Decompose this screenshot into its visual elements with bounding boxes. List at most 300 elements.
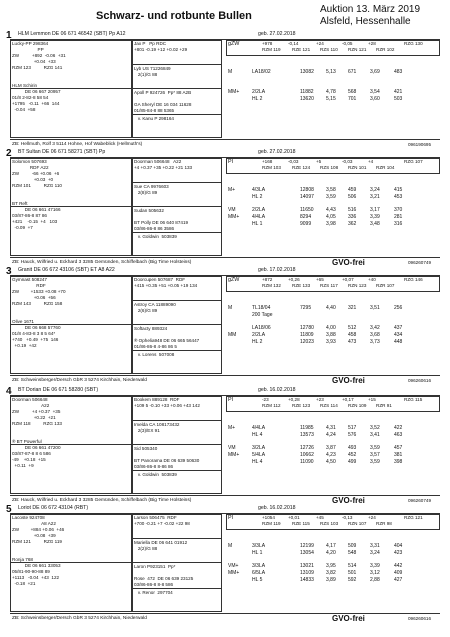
divider [132,206,222,207]
pedigree-line: +1795 -0.11 +66 144 [12,101,60,106]
breeding-value: +45 [316,515,324,520]
pedigree-line: +0.19 +42 [12,343,37,348]
performance-cell: 2/2LA [252,207,266,213]
pedigree-line: +1113 -0.04 +43 122 [12,575,60,580]
pedigree-line: +4 +0.37 +35 +0.22 +21 133 [134,165,193,170]
performance-cell: 398 [394,459,403,465]
breeding-value: +1054 [262,515,275,520]
pedigree-line: v. Goldwin 503839 [134,472,177,477]
performance-cell: 514 [348,563,357,569]
performance-cell: HL 4 [252,459,263,465]
performance-cell: 2/2LA [252,89,266,95]
performance-cell: VM [228,445,236,451]
performance-cell: 516 [348,207,357,213]
performance-cell: 517 [348,425,357,431]
gvo-free-label: GVO-frei [332,496,365,505]
bull-name: BT Sultan DE 06 671 58271 (SBT) Pp [18,149,106,155]
relative-value: RZM 132 [262,283,281,288]
performance-cell: M [228,543,233,549]
divider [132,538,222,539]
pedigree-line: Rose 472 DE 06 639 23125 [134,576,194,581]
pedigree-right-box [132,40,222,138]
breeding-value: RZG 115 [404,397,423,402]
relative-value: RZE 115 [292,521,310,526]
pedigree-line: RZM 101 RZG 110 [12,183,62,188]
performance-cell: 453 [394,194,403,200]
performance-cell: 2/2LA [252,332,266,338]
relative-value: RZE 133 [292,283,311,288]
catalog-code: 096260749 [408,260,431,265]
performance-cell: 11809 [300,332,314,338]
performance-cell: 11090 [300,459,314,465]
performance-cell: 5,13 [326,69,336,75]
pedigree-line: RZM 118 RZG 133 [12,421,62,426]
performance-cell: 8294 [300,214,312,220]
performance-cell: 457 [394,445,403,451]
performance-cell: 4,24 [326,432,336,438]
performance-cell: 381 [394,452,403,458]
relative-value: RZM 119 [262,47,281,52]
pedigree-line: 01/8 2-82-8 58 54 [12,95,49,100]
performance-cell: 3,59 [370,445,380,451]
pedigree-right-box [132,514,222,612]
breeding-value: +23 [316,397,324,402]
performance-cell: VM+ [228,563,239,569]
relative-value: RZR 98 [376,521,392,526]
performance-cell: 442 [394,563,403,569]
performance-cell: 14097 [300,194,314,200]
pedigree-line: Doorman 506648 [12,397,48,402]
breeding-value: +5 [316,159,322,164]
pedigree-line: RDF A22 [12,165,49,170]
performance-cell: 13620 [300,96,314,102]
index-label: gZW [228,277,240,283]
performance-cell: 13054 [300,550,314,556]
gvo-free-label: GVO-frei [332,258,365,267]
pedigree-right-box [132,396,222,494]
performance-cell: 4,00 [326,325,336,331]
performance-cell: 3,59 [370,459,380,465]
breeding-value: -0,14 [288,41,299,46]
bull-name: BT Dorian DE 06 671 58280 (SBT) [18,387,99,393]
divider [10,139,440,140]
birth-date: geb. 16.02.2018 [258,505,296,511]
entry-number: 5 [6,504,12,515]
performance-cell: 12726 [300,445,314,451]
pedigree-line: v. Renor 297704 [134,590,173,595]
performance-cell: 3,12 [370,570,380,576]
pedigree-line: 03/87-86-8 87 86 [12,213,47,218]
breeding-value: RZG 130 [404,41,423,46]
breeding-value: +4 [368,159,374,164]
pedigree-line: 2(6)/G 89 [134,308,158,313]
bull-entry [0,266,450,390]
performance-cell: 434 [394,332,403,338]
performance-cell: 576 [348,432,357,438]
divider [132,114,222,115]
pedigree-line: DE 06 661 47200 [12,445,61,450]
pedigree-line: Astroy CA 11889090 [134,302,176,307]
performance-cell: 3,42 [370,325,380,331]
bull-name: HLM Lemmon DE 06 671 46542 (SBT) Pp A12 [18,31,126,37]
performance-cell: 4,23 [326,452,336,458]
performance-cell: 473 [348,339,357,345]
performance-cell: HL 2 [252,339,263,345]
pedigree-line: -0.09 +7 [12,225,33,230]
pedigree-line: ZW +884 +0.06 +46 [12,527,65,532]
divider [132,444,222,445]
performance-cell: 506 [348,194,357,200]
breeding-value: -0,03 [342,159,353,164]
pedigree-line: +415 +0.35 +51 +0.05 +19 134 [134,283,198,288]
performance-cell: 4,31 [326,425,336,431]
performance-cell: 3,24 [370,187,380,193]
relative-value: RZS 110 [320,47,338,52]
breeding-value: +0,07 [342,277,354,282]
performance-cell: LA18/02 [252,69,271,75]
pedigree-line: DE 06 667 20957 [12,89,61,94]
performance-cell: MM+ [228,570,240,576]
pedigree-line: Laron P923151 Pp* [134,564,176,569]
pedigree-line: Sid 505340 [134,446,158,451]
performance-cell: 12808 [300,187,314,193]
performance-cell: 3,48 [370,221,380,227]
performance-cell: 404 [394,543,403,549]
breeding-value: +15 [368,397,376,402]
pedigree-line: +0.11 +9 [12,463,34,468]
performance-cell: 5,15 [326,96,336,102]
entry-number: 4 [6,386,12,397]
bull-entry [0,148,450,272]
performance-cell: 7295 [300,305,312,311]
performance-cell: 5/4LA [252,452,266,458]
relative-value: RZR 91 [376,403,392,408]
performance-cell: 362 [348,221,357,227]
performance-cell: 336 [348,214,357,220]
breeding-value: +978 [262,41,273,46]
performance-cell: 548 [348,550,357,556]
pedigree-line: 2(8)/G 89 [134,190,158,195]
divider [132,350,222,351]
pedigree-line: DE 06 661 47166 [12,207,61,212]
performance-cell: 12199 [300,543,314,549]
performance-cell: 3,39 [370,563,380,569]
relative-value: RZM 103 [262,165,281,170]
performance-cell: 493 [348,445,357,451]
breeder-info: ZB: Hellmuth, Rolf 3 5114 Hohne, Hof Wabeblick (Hellmuth's) [12,142,143,147]
divider [132,182,222,183]
breeding-value: RZG 146 [404,277,423,282]
pedigree-line: Sudan 505632 [134,208,164,213]
pedigree-line: 2(1)/G 88 [134,72,158,77]
performance-cell: HL 4 [252,432,263,438]
performance-cell: 316 [394,221,403,227]
performance-cell: 4,50 [326,459,336,465]
divider [10,613,440,614]
performance-cell: 459 [348,187,357,193]
performance-cell: 3,59 [326,194,336,200]
index-label: PI [228,515,234,521]
breeding-value: -23 [262,397,269,402]
performance-cell: M+ [228,187,236,193]
pedigree-line: Olive 1671 [12,319,34,324]
performance-cell: 3,82 [326,570,336,576]
pedigree-line: v. Lorens 507008 [134,352,175,357]
pedigree-line: Jax P Pp RDC [134,41,167,46]
bull-entry [0,504,450,628]
auction-info [320,4,420,28]
performance-cell: 3,57 [370,452,380,458]
performance-cell: 501 [348,570,357,576]
pedigree-line: RZM 121 RZG 119 [12,539,62,544]
pedigree-line: Ronja 768 [12,557,33,562]
auction-date: Auktion 13. März 2019 [320,4,421,15]
performance-cell: 4,17 [326,543,336,549]
performance-cell: 4/3LA [252,187,266,193]
performance-cell: 4/4LA [252,214,266,220]
pedigree-line: Mariella DE 06 641 01912 [134,540,188,545]
performance-cell: 437 [394,325,403,331]
pedigree-line: 2(2)/G 88 [134,546,158,551]
breeding-value: +168 [262,159,273,164]
pedigree-line: 2(3)/EX 91 [134,428,160,433]
pedigree-line: 03/86-86-8 8-8 586 [134,582,174,587]
performance-cell: 409 [394,570,403,576]
performance-cell: 11985 [300,425,314,431]
entry-number: 1 [6,30,12,41]
breeding-value: RZG 121 [404,515,423,520]
relative-value: RZE 123 [292,403,311,408]
performance-cell: HL 5 [252,577,263,583]
pedigree-line: +0.08 +39 [12,533,56,538]
pedigree-line: ® Ophelia948 DE 06 665 56447 [134,338,200,343]
performance-cell: 3/3LA [252,563,266,569]
birth-date: geb. 27.02.2018 [258,31,296,37]
performance-cell: VM [228,207,236,213]
relative-value: RZS 108 [320,165,339,170]
performance-cell: MM [228,332,237,338]
performance-cell: 415 [394,187,403,193]
gvo-free-label: GVO-frei [332,376,365,385]
pedigree-line: 03/87-87-8 8 6 586 [12,451,51,456]
performance-cell: 512 [348,325,357,331]
pedigree-line: ZW -66 +0.06 +6 [12,171,60,176]
pedigree-line: 01/86-86-8 4-86 86 5 [134,344,177,349]
divider [132,64,222,65]
performance-cell: TL18/04 [252,305,271,311]
performance-cell: 3,41 [370,432,380,438]
performance-cell: M+ [228,425,236,431]
divider [10,257,440,258]
pedigree-line: BT Panorama DE 06 639 50630 [134,458,200,463]
performance-cell: 483 [394,69,403,75]
pedigree-line: 03/86-86-8 8-86 86 [134,464,174,469]
relative-value: RZN 107 [348,521,367,526]
performance-cell: 256 [394,305,403,311]
pedigree-line: ZW +892 -0.06 +31 [12,53,66,58]
pedigree-line: Bookem 889128 RDF [134,397,180,402]
performance-cell: 592 [348,577,357,583]
breeding-value: RZG 107 [404,159,423,164]
relative-value: RZS 103 [320,521,339,526]
pedigree-line: DE 06 668 57760 [12,325,61,330]
relative-value: RZM 119 [262,521,281,526]
pedigree-line: -0.04 +58 [12,107,36,112]
performance-cell: 3,68 [370,332,380,338]
performance-cell: 200 Tage [252,312,273,318]
catalog-code: 096260616 [408,378,431,383]
performance-cell: 14833 [300,577,314,583]
performance-cell: 4/4LA [252,425,266,431]
divider [10,375,440,376]
pedigree-line: Doorman 506648 A22 [134,159,182,164]
pedigree-line: BT Polly DE 06 640 87419 [134,220,189,225]
pedigree-line: BT Reft [12,201,28,206]
pedigree-right-box [132,276,222,374]
breeder-info: ZB: Schweinsberger/Dersch GbR 3 5274 Kirchhain, Niederwald [12,378,147,383]
breeder-info: ZB: Schweinsberger/Dersch GbR 3 5274 Kirchhain, Niederwald [12,616,147,621]
breeding-value: +24 [368,515,376,520]
performance-cell: 448 [394,339,403,345]
performance-cell: 3,31 [370,543,380,549]
relative-value: RZS 114 [320,403,338,408]
pedigree-line: +0.03 +0 [12,177,54,182]
pedigree-right-box [132,158,222,256]
pedigree-line: +421 -0.15 +4 103 [12,219,58,224]
relative-value: RZN 121 [348,47,367,52]
pedigree-line: -49 +0.18 +15 [12,457,46,462]
performance-cell: 9099 [300,221,312,227]
breeding-value: +28 [368,41,376,46]
performance-cell: 3/3LA [252,543,266,549]
performance-cell: 3,87 [326,445,336,451]
performance-cell: 12023 [300,339,314,345]
performance-cell: 423 [394,550,403,556]
performance-cell: 4,05 [326,214,336,220]
breeding-value: +872 [262,277,273,282]
performance-cell: M [228,69,233,75]
index-label: gZW [228,41,240,47]
performance-cell: HL 2 [252,194,263,200]
entry-number: 2 [6,148,12,159]
divider [132,420,222,421]
relative-value: RZE 124 [292,165,311,170]
performance-cell: 421 [394,89,403,95]
pedigree-line: Solomon 507693 [12,159,47,164]
performance-cell: 3,88 [326,332,336,338]
divider [132,324,222,325]
breeding-value: -0,05 [342,41,353,46]
pedigree-line: +0.06 +56 [12,295,56,300]
pedigree-line: 03/86-86-8 86 3586 [134,226,175,231]
breeding-value: +0,01 [288,515,300,520]
pedigree-line: A22 [12,403,50,408]
divider [132,232,222,233]
pedigree-line: 01/8 4-83-8 3 8 5 64* [12,331,56,336]
pedigree-line: GA Sheryl DE 16 034 11628 [134,102,192,107]
performance-cell: HL 2 [252,96,263,102]
relative-value: RZR 107 [376,283,395,288]
performance-cell: 11650 [300,207,314,213]
pedigree-line: Gymnast 508247 [12,277,47,282]
pedigree-line: -0.18 +21 [12,581,36,586]
performance-cell: 3,60 [370,96,380,102]
relative-value: RZN 101 [348,165,367,170]
pedigree-line: Softacty 889324 [134,326,168,331]
performance-cell: 3,58 [326,187,336,193]
pedigree-line: +109 5 -0.10 +33 +0.06 +43 142 [134,403,200,408]
pedigree-line: Lacoste 924708 [12,515,45,520]
bull-name: Granit DE 06 672 43106 (SBT) ET A8 A22 [18,267,115,273]
performance-cell: 3,89 [326,577,336,583]
relative-value: RZR 102 [376,47,395,52]
breeding-value: +0,26 [288,277,300,282]
performance-cell: MM+ [228,214,240,220]
performance-cell: M [228,305,233,311]
relative-value: RZS 117 [320,283,338,288]
pedigree-line: RZM 123 RZG 141 [12,65,63,70]
breeding-value: +0,28 [288,397,300,402]
divider [132,562,222,563]
pedigree-line: v. Goldwin 503839 [134,234,177,239]
performance-cell: 452 [348,452,357,458]
performance-cell: 3,95 [326,563,336,569]
bull-name: Loriot DE 06 672 43104 (RBT) [18,505,89,511]
pedigree-line: ® BT Powerful [12,439,42,444]
bull-entry [0,30,450,154]
birth-date: geb. 17.02.2018 [258,267,296,273]
performance-cell: 4,78 [326,89,336,95]
relative-value: RZN 123 [348,283,367,288]
performance-cell: 3,17 [370,207,380,213]
relative-value: RZM 112 [262,403,281,408]
performance-cell: 370 [394,207,403,213]
breeder-info: ZB: Hauck, Wilfried u. Eckhard 3 3285 Gemünden, Schiffelbach (Big Time Holsteins) [12,498,192,503]
performance-cell: 3,69 [370,69,380,75]
pedigree-line: A8 A22 [12,521,56,526]
performance-cell: 3,24 [370,550,380,556]
performance-cell: 422 [394,425,403,431]
performance-cell: 458 [348,332,357,338]
bull-entry [0,386,450,510]
performance-cell: 3,73 [370,339,380,345]
pedigree-line: RDF [12,283,46,288]
pedigree-line: Lucky-PP 298364 [12,41,49,46]
performance-cell: MM+ [228,452,240,458]
catalog-title: Schwarz- und rotbunte Bullen [96,10,252,22]
performance-cell: 463 [394,432,403,438]
divider [132,300,222,301]
entry-number: 3 [6,266,12,277]
gvo-free-label: GVO-frei [332,614,365,623]
pedigree-line: Lyb US 71226849 [134,66,171,71]
performance-cell: 2,88 [370,577,380,583]
performance-cell: HL 1 [252,550,263,556]
performance-cell: 3,54 [370,89,380,95]
breeding-value: +65 [316,277,324,282]
performance-cell: 12780 [300,325,314,331]
pedigree-line: 01/85-84-8 88 5365 [134,108,175,113]
breeding-value: +0,17 [342,397,354,402]
performance-cell: 6/5LA [252,570,266,576]
birth-date: geb. 16.02.2018 [258,387,296,393]
divider [132,588,222,589]
performance-cell: 13082 [300,69,314,75]
performance-cell: 4,43 [326,207,336,213]
birth-date: geb. 27.02.2018 [258,149,296,155]
performance-cell: 4,20 [326,550,336,556]
divider [10,495,440,496]
